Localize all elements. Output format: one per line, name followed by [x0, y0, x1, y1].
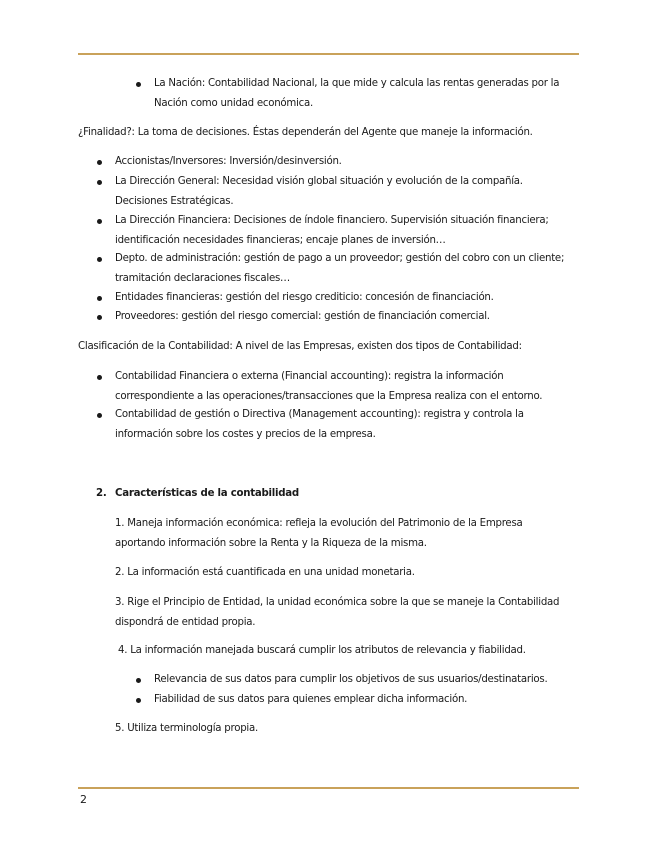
section-title: Características de la contabilidad	[115, 488, 299, 499]
bullet-dot	[97, 375, 102, 380]
agent-item: La Dirección General: Necesidad visión global situación y evolución de la compañía. Decisiones Estratégicas.	[115, 172, 565, 211]
bullet-text: La Nación: Contabilidad Nacional, la que mide y calcula las rentas generadas por la Nación como unidad económica.	[154, 78, 560, 109]
item-2: 2. La información está cuantificada en una unidad monetaria.	[115, 567, 415, 578]
page-number: 2	[80, 793, 87, 806]
bullet-dot	[97, 296, 102, 301]
bullet-dot	[97, 219, 102, 224]
bullet-dot	[136, 698, 141, 703]
atributo-item: Relevancia de sus datos para cumplir los objetivos de sus usuarios/destinatarios.	[154, 670, 584, 690]
bullet-dot	[136, 82, 141, 87]
clasificacion-paragraph: Clasificación de la Contabilidad: A nivel de las Empresas, existen dos tipos de Contabilidad:	[78, 341, 522, 352]
item-3: 3. Rige el Principio de Entidad, la unidad económica sobre la que se maneje la Contabilidad dispondrá de entidad propia.	[115, 597, 560, 628]
bullet-dot	[97, 180, 102, 185]
atributo-item: Fiabilidad de sus datos para quienes emplear dicha información.	[154, 690, 584, 710]
section-number: 2.	[96, 488, 107, 499]
bullet-dot	[97, 315, 102, 320]
tipo-item: Contabilidad de gestión o Directiva (Management accounting): registra y controla la información sobre los costes y precios de la empresa.	[115, 405, 545, 444]
item-4: 4. La información manejada buscará cumplir los atributos de relevancia y fiabilidad.	[118, 645, 526, 656]
item-1: 1. Maneja información económica: refleja la evolución del Patrimonio de la Empresa aportando información sobre la Renta y la Riqueza de la misma.	[115, 518, 523, 549]
agent-item: Entidades financieras: gestión del riesgo crediticio: concesión de financiación.	[115, 288, 580, 308]
bullet-dot	[136, 678, 141, 683]
agent-item: Accionistas/Inversores: Inversión/desinversión.	[115, 152, 580, 172]
bullet-dot	[97, 413, 102, 418]
agent-item: Proveedores: gestión del riesgo comercial: gestión de financiación comercial.	[115, 307, 580, 327]
item-5: 5. Utiliza terminología propia.	[115, 723, 258, 734]
header-rule	[78, 53, 579, 55]
bullet-nacion	[154, 74, 579, 113]
agent-item: La Dirección Financiera: Decisiones de índole financiero. Supervisión situación financiera; identificación necesidades financieras; encaje planes de inversión…	[115, 211, 583, 250]
bullet-dot	[97, 160, 102, 165]
tipo-item: Contabilidad Financiera o externa (Financial accounting): registra la información correspondiente a las operaciones/transacciones que la Empresa realiza con el entorno.	[115, 367, 583, 406]
agent-item: Depto. de administración: gestión de pago a un proveedor; gestión del cobro con un cliente; tramitación declaraciones fiscales…	[115, 249, 583, 288]
footer-rule	[78, 787, 579, 789]
bullet-dot	[97, 257, 102, 262]
finalidad-paragraph: ¿Finalidad?: La toma de decisiones. Éstas dependerán del Agente que maneje la información.	[78, 127, 533, 138]
